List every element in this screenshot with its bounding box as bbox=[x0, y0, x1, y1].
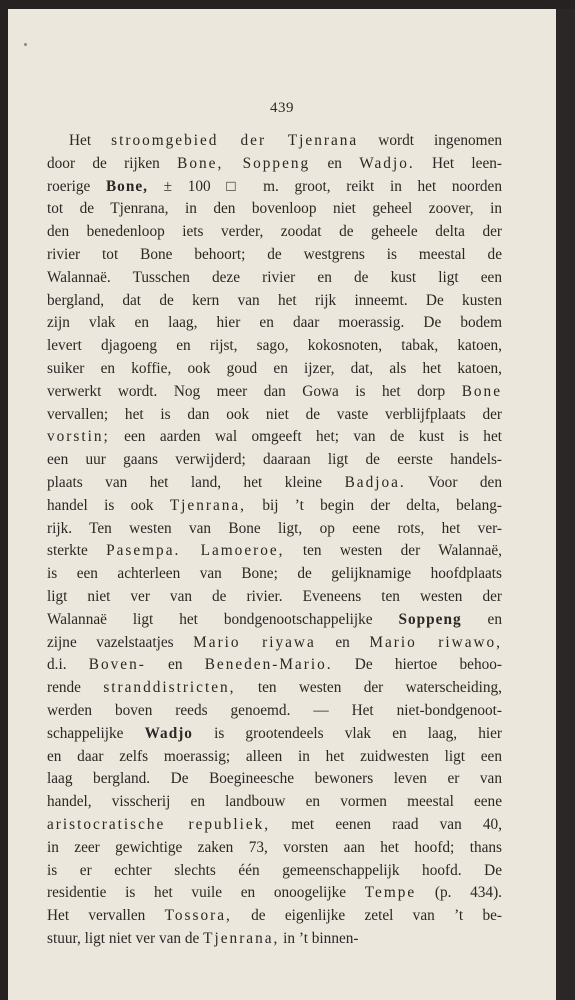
text-run: werden boven reeds genoemd. — Het niet-bondgenoot- bbox=[47, 701, 502, 719]
text-line bbox=[47, 244, 502, 267]
text-line bbox=[47, 837, 502, 860]
text-line bbox=[47, 518, 502, 541]
text-line bbox=[47, 540, 502, 563]
spaced-term: aristocratische republiek, bbox=[47, 815, 271, 833]
text-line bbox=[47, 609, 502, 632]
bold-term: Bone, bbox=[105, 177, 148, 195]
text-line bbox=[47, 723, 502, 746]
text-line bbox=[47, 586, 502, 609]
text-line bbox=[47, 358, 502, 381]
spaced-term: Tjenrana, bbox=[169, 496, 247, 514]
text-line bbox=[47, 449, 502, 472]
scan-right-border bbox=[556, 9, 575, 1000]
text-run: bergland, dat de kern van het rijk inneemt. De kusten bbox=[47, 291, 502, 309]
spaced-term: stranddistricten, bbox=[103, 679, 236, 697]
bold-term: Soppeng bbox=[398, 610, 462, 628]
text-run: is een achterleen van Bone; de gelijknamige hoofdplaats bbox=[47, 565, 502, 583]
text-run: Het vervallen bbox=[47, 907, 165, 925]
text-line bbox=[47, 677, 502, 700]
paper-speck bbox=[24, 43, 27, 46]
text-run: rende bbox=[47, 679, 104, 697]
text-line bbox=[47, 221, 502, 244]
text-line bbox=[47, 381, 502, 404]
spaced-term: Tempe bbox=[364, 884, 417, 902]
text-line bbox=[47, 768, 502, 791]
text-run: in ’t binnen- bbox=[279, 929, 359, 947]
text-line bbox=[47, 290, 502, 313]
text-run: ± 100 □ m. groot, reikt in het noorden bbox=[147, 177, 502, 195]
text-run: tot de Tjenrana, in den bovenloop niet geheel zoover, in bbox=[47, 200, 502, 218]
text-run: in zeer gewichtige zaken 73, vorsten aan het hoofd; thans bbox=[47, 838, 502, 856]
text-run: (p. 434). bbox=[416, 884, 502, 902]
text-line bbox=[47, 495, 502, 518]
text-run: en bbox=[315, 633, 370, 651]
spaced-term: Tjenrana, bbox=[203, 929, 280, 947]
text-run: door de rijken bbox=[47, 154, 178, 172]
text-run: ligt niet ver van de rivier. Eveneens ten westen der bbox=[47, 587, 502, 605]
text-line bbox=[47, 176, 502, 199]
text-line bbox=[47, 632, 502, 655]
text-run: zijn vlak en laag, hier en daar moerassig. De bodem bbox=[47, 314, 502, 332]
bold-term: Wadjo bbox=[144, 724, 193, 742]
spaced-term: Boven- bbox=[88, 656, 146, 674]
text-run: is grootendeels vlak en laag, hier bbox=[192, 724, 502, 742]
page-number: 439 bbox=[270, 100, 294, 116]
spaced-term: Bone bbox=[461, 382, 502, 400]
text-line bbox=[47, 472, 502, 495]
text-run: handel is ook bbox=[47, 496, 170, 514]
text-run: d.i. bbox=[47, 656, 89, 674]
text-line bbox=[47, 130, 502, 153]
text-run: de eigenlijke zetel van ’t be- bbox=[231, 907, 502, 925]
text-run: en bbox=[461, 610, 502, 628]
text-line bbox=[47, 426, 502, 449]
text-line bbox=[47, 335, 502, 358]
spaced-term: Badjoa. bbox=[344, 473, 406, 491]
text-run: Voor den bbox=[405, 473, 502, 491]
text-run: Het leen- bbox=[414, 154, 502, 172]
spaced-term: Bone, Soppeng bbox=[177, 154, 311, 172]
text-line bbox=[47, 153, 502, 176]
text-run: een aarden wal omgeeft het; van de kust is het bbox=[109, 428, 502, 446]
text-run: Het bbox=[69, 132, 112, 149]
text-run: schappelijke bbox=[47, 724, 145, 742]
text-line bbox=[47, 563, 502, 586]
text-run: wordt ingenomen bbox=[358, 132, 502, 149]
text-run: De hiertoe behoo- bbox=[332, 656, 502, 674]
text-run: Walannaë ligt het bondgenootschappelijke bbox=[47, 610, 399, 628]
text-line bbox=[47, 882, 502, 905]
scan-top-border bbox=[0, 0, 575, 9]
spaced-term: Pasempa. Lamoeroe, bbox=[106, 542, 285, 560]
spaced-term: vorstin; bbox=[47, 428, 110, 446]
text-run: stuur, ligt niet ver van de bbox=[47, 929, 204, 947]
spaced-term: Mario riwawo, bbox=[369, 633, 502, 651]
text-line bbox=[47, 654, 502, 677]
text-run: suiker en koffie, ook goud en ijzer, dat, als het katoen, bbox=[47, 359, 502, 377]
text-run: een uur gaans verwijderd; daaraan ligt de eerste handels- bbox=[47, 451, 502, 469]
text-run: laag bergland. De Boegineesche bewoners leven er van bbox=[47, 770, 502, 788]
text-run: handel, visscherij en landbouw en vormen meestal eene bbox=[47, 793, 502, 811]
text-run: en daar zelfs moerassig; alleen in het zuidwesten ligt een bbox=[47, 747, 502, 765]
text-line bbox=[47, 860, 502, 883]
spaced-term: Mario riyawa bbox=[193, 633, 316, 651]
text-run: vervallen; het is dan ook niet de vaste verblijfplaats der bbox=[47, 405, 502, 423]
spaced-term: stroomgebied der Tjenrana bbox=[111, 132, 359, 149]
text-run: roerige bbox=[47, 177, 106, 195]
text-run: met eenen raad van 40, bbox=[270, 815, 502, 833]
text-run: is er echter slechts één gemeenschappelijk hoofd. De bbox=[47, 861, 502, 879]
text-line bbox=[47, 267, 502, 290]
text-run: den benedenloop iets verder, zoodat de geheele delta der bbox=[47, 223, 502, 241]
text-run: ten westen der waterscheiding, bbox=[235, 679, 502, 697]
spaced-term: Wadjo. bbox=[359, 154, 415, 172]
text-run: Walannaë. Tusschen deze rivier en de kust ligt een bbox=[47, 268, 502, 286]
text-run: residentie is het vuile en onoogelijke bbox=[47, 884, 365, 902]
text-line bbox=[47, 700, 502, 723]
text-line bbox=[47, 746, 502, 769]
text-line bbox=[47, 404, 502, 427]
text-run: rijk. Ten westen van Bone ligt, op eene rots, het ver- bbox=[47, 519, 502, 537]
text-run: zijne vazelstaatjes bbox=[47, 633, 194, 651]
text-run: en bbox=[310, 154, 360, 172]
text-run: bij ’t begin der delta, belang- bbox=[246, 496, 502, 514]
body-text bbox=[47, 130, 502, 951]
text-line bbox=[47, 928, 502, 951]
book-page bbox=[8, 9, 556, 1000]
text-run: levert djagoeng en rijst, sago, kokosnoten, tabak, katoen, bbox=[47, 337, 502, 355]
spaced-term: Tossora, bbox=[164, 907, 232, 925]
text-run: plaats van het land, het kleine bbox=[47, 473, 345, 491]
text-run: en bbox=[145, 656, 205, 674]
text-line bbox=[47, 905, 502, 928]
text-line bbox=[47, 814, 502, 837]
text-run: sterkte bbox=[47, 542, 107, 560]
text-line bbox=[47, 312, 502, 335]
text-run: rivier tot Bone behoort; de westgrens is meestal de bbox=[47, 245, 502, 263]
text-line bbox=[47, 198, 502, 221]
text-run: ten westen der Walannaë, bbox=[284, 542, 502, 560]
text-run: verwerkt wordt. Nog meer dan Gowa is het dorp bbox=[47, 382, 462, 400]
text-line bbox=[47, 791, 502, 814]
spaced-term: Beneden-Mario. bbox=[204, 656, 333, 674]
